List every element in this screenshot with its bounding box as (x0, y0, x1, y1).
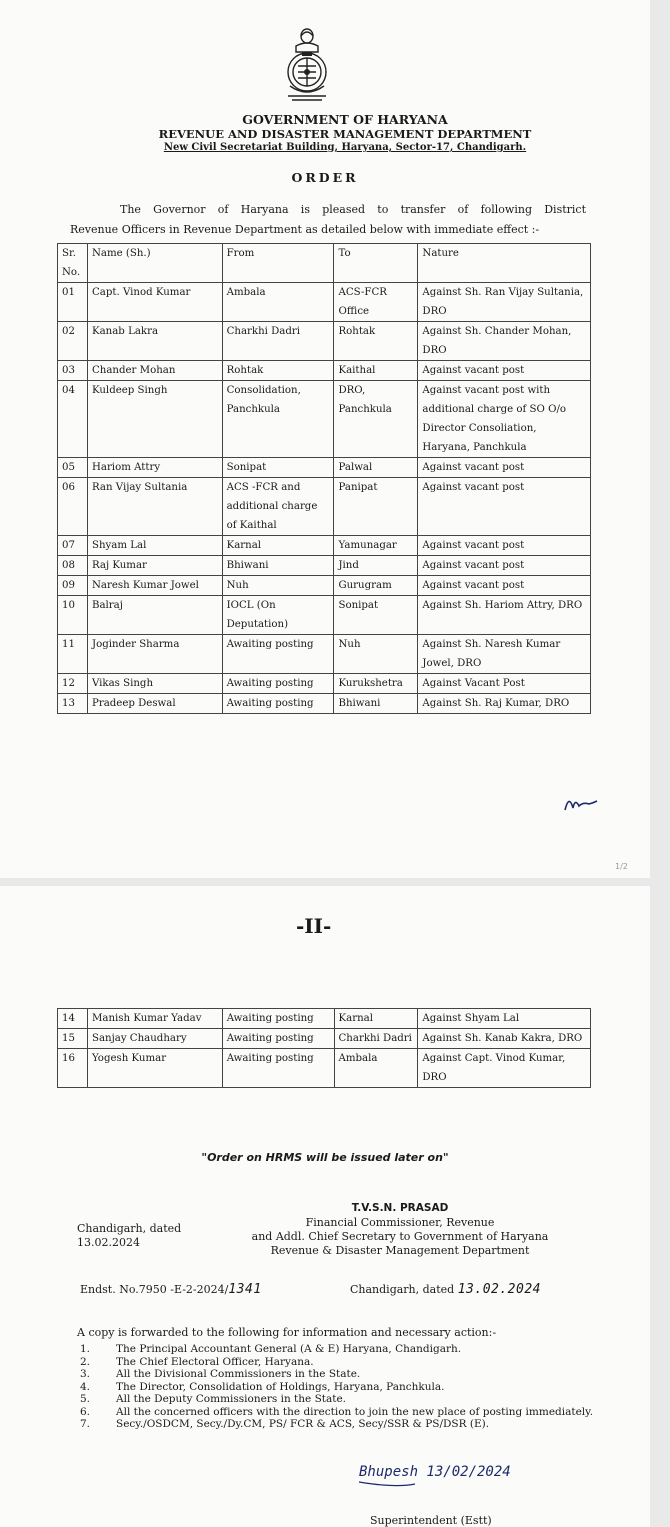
cell-to: Panipat (334, 478, 418, 536)
cell-to: Charkhi Dadri (334, 1029, 418, 1049)
table-row (58, 635, 591, 674)
cell-to: Gurugram (334, 576, 418, 596)
cell-from: Awaiting posting (222, 694, 334, 714)
cell-to: Bhiwani (334, 694, 418, 714)
cell-name: Shyam Lal (87, 536, 222, 556)
cell-nature: Against Vacant Post (418, 674, 591, 694)
order-title: ORDER (291, 170, 359, 185)
cell-nature: Against vacant post (418, 361, 591, 381)
cell-name: Sanjay Chaudhary (87, 1029, 222, 1049)
col-header-from: From (222, 244, 334, 283)
endorsement-dated-label: Chandigarh, dated (350, 1283, 455, 1296)
cell-name: Chander Mohan (87, 361, 222, 381)
signatory-designation-3: Revenue & Disaster Management Department (270, 1244, 530, 1257)
distribution-item-number: 3. (80, 1368, 91, 1380)
cell-from: Awaiting posting (222, 674, 334, 694)
cell-from: Karnal (222, 536, 334, 556)
superintendent-designation: Superintendent (Estt) (370, 1514, 492, 1527)
col-header-nature: Nature (418, 244, 591, 283)
distribution-item-text: All the concerned officers with the direction to join the new place of posting immediately. (116, 1405, 594, 1418)
cell-to: Rohtak (334, 322, 418, 361)
cell-sr-no: 16 (58, 1049, 88, 1088)
department-heading: REVENUE AND DISASTER MANAGEMENT DEPARTMENT (158, 127, 532, 141)
table-row (58, 1029, 591, 1049)
superintendent-signature (355, 1454, 511, 1500)
distribution-item-text: All the Divisional Commissioners in the State. (116, 1368, 361, 1380)
order-date: 13.02.2024 (77, 1236, 140, 1249)
distribution-item (80, 1343, 600, 1356)
transfer-table (57, 243, 591, 714)
table-header-row (58, 244, 591, 283)
cell-from: Consolidation, Panchkula (222, 381, 334, 458)
distribution-item (80, 1406, 600, 1419)
cell-to: DRO, Panchkula (334, 381, 418, 458)
cell-sr-no: 10 (58, 596, 88, 635)
col-header-to: To (334, 244, 418, 283)
table-row (58, 361, 591, 381)
table-row (58, 458, 591, 478)
cell-name: Balraj (87, 596, 222, 635)
table-row (58, 322, 591, 361)
distribution-item-number: 7. (80, 1418, 91, 1430)
cell-nature: Against vacant post (418, 556, 591, 576)
distribution-item (80, 1356, 600, 1369)
cell-nature: Against vacant post (418, 478, 591, 536)
cell-name: Kuldeep Singh (87, 381, 222, 458)
distribution-list (80, 1343, 600, 1431)
cell-sr-no: 08 (58, 556, 88, 576)
cell-to: Palwal (334, 458, 418, 478)
cell-sr-no: 07 (58, 536, 88, 556)
table-row (58, 1049, 591, 1088)
distribution-item-number: 2. (80, 1355, 91, 1368)
endorsement-prefix: Endst. No.7950 -E-2-2024/ (80, 1283, 229, 1296)
cell-from: Charkhi Dadri (222, 322, 334, 361)
signatory-name: T.V.S.N. PRASAD (351, 1202, 449, 1214)
place-label: Chandigarh, dated (77, 1222, 182, 1235)
haryana-emblem-icon (282, 26, 332, 104)
cell-sr-no: 15 (58, 1029, 88, 1049)
distribution-item (80, 1381, 600, 1394)
cell-sr-no: 11 (58, 635, 88, 674)
distribution-item-text: Secy./OSDCM, Secy./Dy.CM, PS/ FCR & ACS, Secy/SSR & PS/DSR (E). (116, 1418, 490, 1430)
page-number: 1/2 (615, 862, 628, 871)
transfer-table-continued (57, 1008, 591, 1088)
cell-to: Kaithal (334, 361, 418, 381)
distribution-item-text: The Principal Accountant General (A & E) Haryana, Chandigarh. (116, 1343, 462, 1355)
transfer-table-body (58, 283, 591, 714)
table-row (58, 536, 591, 556)
cell-to: ACS-FCR Office (334, 283, 418, 322)
cell-from: Awaiting posting (222, 1009, 334, 1029)
distribution-item (80, 1418, 600, 1431)
cell-name: Raj Kumar (87, 556, 222, 576)
table-row (58, 381, 591, 458)
cell-nature: Against Sh. Ran Vijay Sultania, DRO (418, 283, 591, 322)
cell-sr-no: 01 (58, 283, 88, 322)
cell-to: Nuh (334, 635, 418, 674)
distribution-item-number: 1. (80, 1343, 91, 1355)
cell-from: Awaiting posting (222, 635, 334, 674)
cell-from: Sonipat (222, 458, 334, 478)
signature-text: Bhupesh 13/02/2024 (359, 1464, 511, 1480)
cell-from: ACS -FCR and additional charge of Kaithal (222, 478, 334, 536)
cell-nature: Against vacant post with additional charge of SO O/o Director Consoliation, Haryana, Panchkula (418, 381, 591, 458)
cell-sr-no: 09 (58, 576, 88, 596)
table-row (58, 283, 591, 322)
govt-heading: GOVERNMENT OF HARYANA (242, 112, 448, 127)
cell-nature: Against vacant post (418, 576, 591, 596)
cell-name: Pradeep Deswal (87, 694, 222, 714)
cell-name: Manish Kumar Yadav (87, 1009, 222, 1029)
cell-to: Kurukshetra (334, 674, 418, 694)
cell-sr-no: 04 (58, 381, 88, 458)
cell-from: Awaiting posting (222, 1049, 334, 1088)
intro-text-line1: The Governor of Haryana is pleased to transfer of following District (120, 203, 586, 216)
col-header-name: Name (Sh.) (87, 244, 222, 283)
cell-nature: Against Sh. Naresh Kumar Jowel, DRO (418, 635, 591, 674)
intro-text-line2: Revenue Officers in Revenue Department as detailed below with immediate effect :- (70, 223, 540, 236)
page-marker: -II- (296, 914, 332, 938)
cell-sr-no: 05 (58, 458, 88, 478)
cell-name: Naresh Kumar Jowel (87, 576, 222, 596)
distribution-item-text: All the Deputy Commissioners in the State. (116, 1393, 347, 1405)
distribution-item-text: The Chief Electoral Officer, Haryana. (116, 1355, 314, 1368)
cell-from: Ambala (222, 283, 334, 322)
cell-to: Ambala (334, 1049, 418, 1088)
cell-nature: Against Capt. Vinod Kumar, DRO (418, 1049, 591, 1088)
distribution-item-number: 5. (80, 1393, 91, 1405)
distribution-item (80, 1368, 600, 1381)
col-header-sr-no: Sr. No. (58, 244, 88, 283)
cell-to: Yamunagar (334, 536, 418, 556)
cell-name: Capt. Vinod Kumar (87, 283, 222, 322)
endorsement-date (350, 1282, 541, 1297)
cell-nature: Against Sh. Raj Kumar, DRO (418, 694, 591, 714)
table-row (58, 1009, 591, 1029)
cell-from: Rohtak (222, 361, 334, 381)
distribution-item-text: The Director, Consolidation of Holdings, Haryana, Panchkula. (116, 1380, 445, 1393)
cell-nature: Against Sh. Kanab Kakra, DRO (418, 1029, 591, 1049)
distribution-item-number: 6. (80, 1405, 91, 1418)
hrms-note: "Order on HRMS will be issued later on" (201, 1151, 449, 1164)
cell-sr-no: 03 (58, 361, 88, 381)
table-row (58, 478, 591, 536)
cell-sr-no: 12 (58, 674, 88, 694)
endorsement-number (80, 1282, 262, 1297)
cell-to: Sonipat (334, 596, 418, 635)
cell-name: Ran Vijay Sultania (87, 478, 222, 536)
cell-nature: Against vacant post (418, 458, 591, 478)
cell-name: Kanab Lakra (87, 322, 222, 361)
cell-from: Bhiwani (222, 556, 334, 576)
table-row (58, 576, 591, 596)
table-row (58, 596, 591, 635)
cell-to: Jind (334, 556, 418, 576)
order-page-2 (0, 886, 650, 1527)
cell-sr-no: 13 (58, 694, 88, 714)
cell-from: Nuh (222, 576, 334, 596)
signatory-designation-1: Financial Commissioner, Revenue (305, 1216, 495, 1229)
endorsement-handwritten-number: 1341 (228, 1282, 262, 1297)
cell-sr-no: 06 (58, 478, 88, 536)
cell-nature: Against Sh. Chander Mohan, DRO (418, 322, 591, 361)
cell-name: Joginder Sharma (87, 635, 222, 674)
table-row (58, 674, 591, 694)
table-row (58, 556, 591, 576)
cell-sr-no: 02 (58, 322, 88, 361)
cell-from: Awaiting posting (222, 1029, 334, 1049)
cell-sr-no: 14 (58, 1009, 88, 1029)
distribution-item (80, 1393, 600, 1406)
initials-signature (563, 792, 599, 814)
cell-name: Yogesh Kumar (87, 1049, 222, 1088)
endorsement-handwritten-date: 13.02.2024 (457, 1282, 541, 1297)
table-row (58, 694, 591, 714)
distribution-item-number: 4. (80, 1380, 91, 1393)
signatory-designation-2: and Addl. Chief Secretary to Government of Haryana (251, 1230, 549, 1243)
copy-forwarded-line: A copy is forwarded to the following for information and necessary action:- (77, 1326, 497, 1339)
cell-nature: Against vacant post (418, 536, 591, 556)
cell-to: Karnal (334, 1009, 418, 1029)
cell-name: Vikas Singh (87, 674, 222, 694)
cell-name: Hariom Attry (87, 458, 222, 478)
transfer-table-continued-body (58, 1009, 591, 1088)
cell-from: IOCL (On Deputation) (222, 596, 334, 635)
cell-nature: Against Shyam Lal (418, 1009, 591, 1029)
department-address: New Civil Secretariat Building, Haryana, Sector-17, Chandigarh. (163, 142, 527, 153)
cell-nature: Against Sh. Hariom Attry, DRO (418, 596, 591, 635)
